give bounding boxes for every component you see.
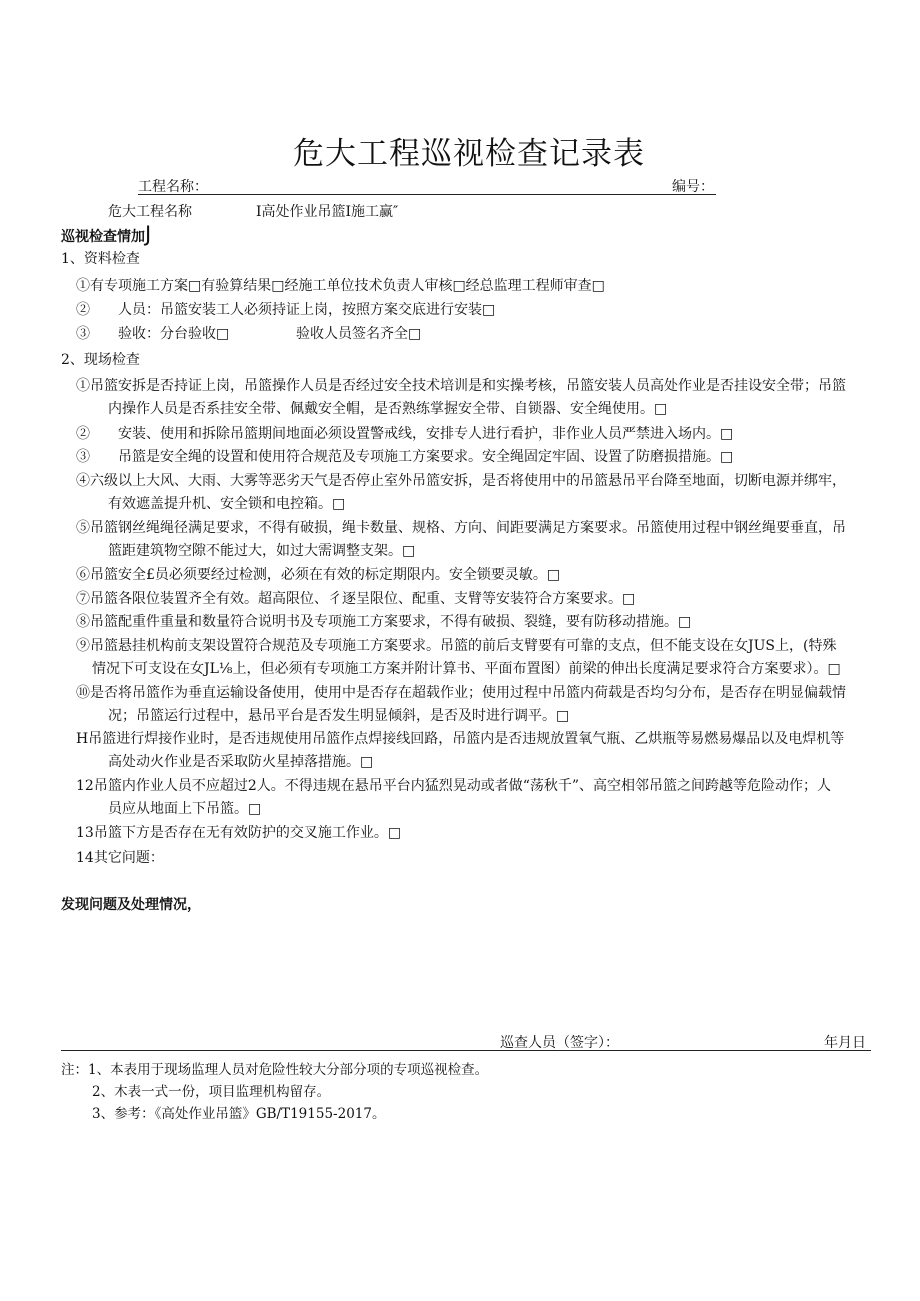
inspection-mark: J: [145, 222, 152, 246]
section2-line: 况；吊篮运行过程中，悬吊平台是否发生明显倾斜，是否及时进行调平。□: [108, 708, 570, 724]
findings-label: 发现问题及处理情况，: [61, 897, 201, 913]
section2-heading: 2、现场检查: [61, 352, 140, 368]
date-label: 年月日: [824, 1035, 866, 1051]
inspection-label-text: 巡视检查情加: [61, 229, 145, 245]
section2-line: 高处动火作业是否采取防火星掉落措施。□: [108, 754, 374, 770]
section1-item-3: ③ 验收：分台验收□: [76, 326, 230, 342]
serial-label: 编号：: [672, 179, 714, 195]
section2-line: ⑤吊篮钢丝绳绳径满足要求，不得有破损，绳卡数量、规格、方向、间距要满足方案要求。吊篮使用过程中钢丝绳要垂直，吊: [76, 520, 846, 536]
section2-line: ⑦吊篮各限位装置齐全有效。超高限位、彳逐呈限位、配重、支臂等安装符合方案要求。□: [76, 591, 636, 607]
section1-item-1: ①有专项施工方案□有验算结果□经施工单位技术负责人审核□经总监理工程师审查□: [76, 278, 605, 294]
note-1: 注：1、本表用于现场监理人员对危险性较大分部分项的专项巡视检查。: [61, 1062, 489, 1078]
hazard-name-label: 危大工程名称: [108, 204, 192, 220]
page-title: 危大工程巡视检查记录表: [293, 136, 645, 172]
section2-line: ④六级以上大风、大雨、大雾等恶劣天气是否停止室外吊篮安拆，是否将使用中的吊篮悬吊平台降至地面，切断电源并绑牢，: [76, 473, 846, 489]
section2-line: ② 安装、使用和拆除吊篮期间地面必须设置警戒线，安排专人进行看护，非作业人员严禁进入场内。□: [76, 426, 734, 442]
hazard-name-value: I高处作业吊篮I施工赢″: [256, 204, 399, 220]
note-3: 3、参考：《高处作业吊篮》GB/T19155-2017。: [92, 1106, 386, 1122]
inspection-label: [61, 222, 151, 246]
section2-line: ⑧吊篮配重件重量和数量符合说明书及专项施工方案要求，不得有破损、裂缝，要有防移动措施。□: [76, 614, 692, 630]
project-name-underline: [138, 194, 716, 195]
project-name-label: 工程名称：: [138, 179, 208, 195]
section2-line: ①吊篮安拆是否持证上岗，吊篮操作人员是否经过安全技术培训是和实操考核，吊篮安装人员高处作业是否挂设安全带；吊篮: [76, 378, 846, 394]
section2-line: 内操作人员是否系挂安全带、佩戴安全帽，是否熟练掌握安全带、自锁器、安全绳使用。□: [108, 401, 668, 417]
section2-line: ⑩是否将吊篮作为垂直运输设备使用，使用中是否存在超载作业；使用过程中吊篮内荷载是否均匀分布，是否存在明显偏载情: [76, 685, 846, 701]
section2-line: 员应从地面上下吊篮。□: [108, 801, 262, 817]
note-2: 2、木表一式一份，项目监理机构留存。: [92, 1084, 331, 1100]
section2-line: 情况下可支设在女JL⅛上，但必须有专项施工方案并附计算书、平面布置图）前梁的伸出长度满足要求符合方案要求）。□: [92, 661, 841, 677]
section2-line: 13吊篮下方是否存在无有效防护的交叉施工作业。□: [76, 825, 402, 841]
section2-line: ⑥吊篮安全£员必须要经过检测，必须在有效的标定期限内。安全锁要灵敏。□: [76, 567, 561, 583]
section2-line: 篮距建筑物空隙不能过大，如过大需调整支架。□: [108, 543, 416, 559]
section1-heading: 1、资料检查: [61, 251, 140, 267]
section2-line: ③ 吊篮是安全绳的设置和使用符合规范及专项施工方案要求。安全绳固定牢固、设置了防磨损措施。□: [76, 449, 734, 465]
signature-underline: [61, 1050, 871, 1051]
section2-line: H吊篮进行焊接作业时，是否违规使用吊篮作点焊接线回路，吊篮内是否违规放置氧气瓶、乙烘瓶等易燃易爆品以及电焊机等: [76, 731, 845, 747]
section2-line: 有效遮盖提升机、安全锁和电控箱。□: [108, 496, 346, 512]
section1-item-3-extra: 验收人员签名齐全□: [296, 326, 422, 342]
section1-item-2: ② 人员：吊篮安装工人必须持证上岗，按照方案交底进行安装□: [76, 302, 496, 318]
section2-line: 14其它问题：: [76, 850, 164, 866]
inspector-label: 巡查人员（签字）：: [500, 1035, 619, 1051]
section2-line: 12吊篮内作业人员不应超过2人。不得违规在悬吊平台内猛烈晃动或者做“荡秋千”、高空相邻吊篮之间跨越等危险动作；人: [76, 778, 832, 794]
section2-line: ⑨吊篮悬挂机构前支架设置符合规范及专项施工方案要求。吊篮的前后支臂要有可靠的支点，但不能支设在女JUS上，(特殊: [76, 638, 837, 654]
